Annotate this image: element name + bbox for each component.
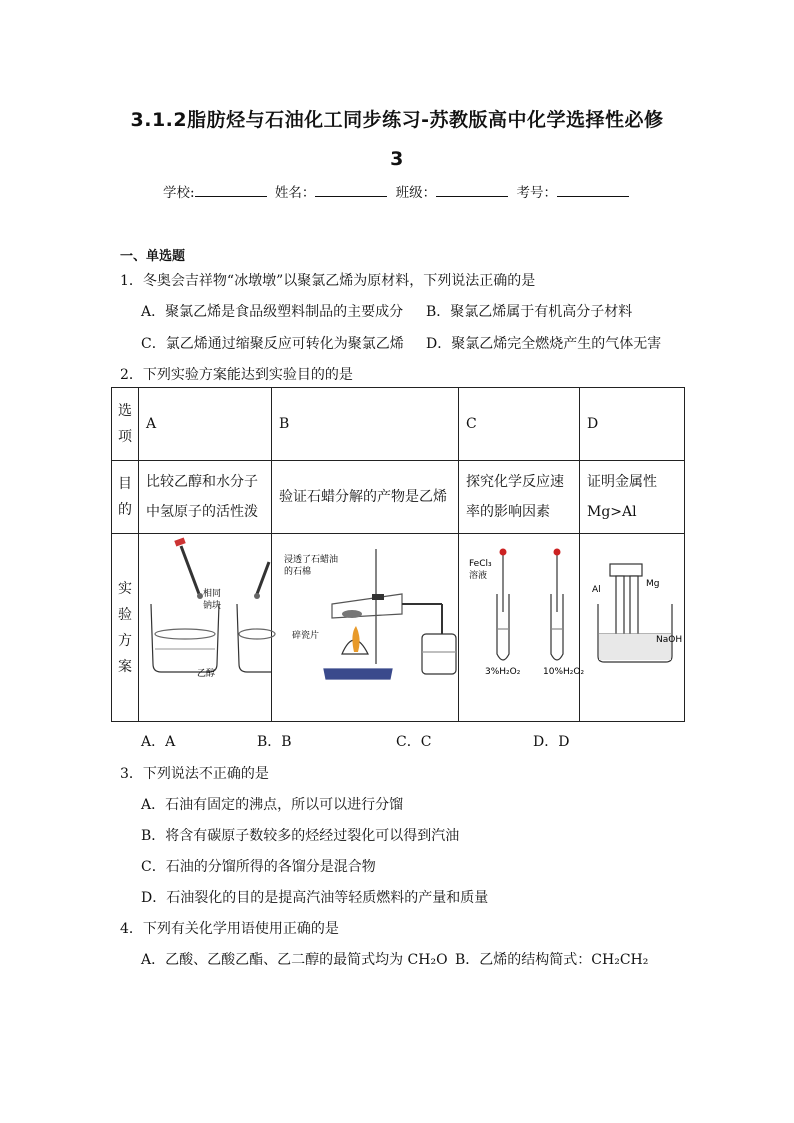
fig-a-label-ethanol: 乙醇 bbox=[197, 669, 216, 679]
purpose-b: 验证石蜡分解的产物是乙烯 bbox=[272, 461, 459, 534]
fig-a-label-same: 相同 bbox=[203, 589, 222, 599]
q4-option-a: A．乙酸、乙酸乙酯、乙二醇的最简式均为 CH₂O bbox=[141, 952, 448, 968]
purpose-d-line2: Mg>Al bbox=[587, 504, 637, 520]
q2-stem: 2．下列实验方案能达到实验目的的是 bbox=[120, 367, 353, 383]
figure-b-paraffin-cracking bbox=[272, 534, 459, 722]
purpose-d bbox=[580, 461, 685, 534]
figure-d-al-mg-cell bbox=[580, 534, 685, 722]
q1-option-c: C．氯乙烯通过缩聚反应可转化为聚氯乙烯 bbox=[141, 336, 404, 352]
purpose-c: 探究化学反应速率的影响因素 bbox=[459, 461, 580, 534]
q4-option-b: B．乙烯的结构简式：CH₂CH₂ bbox=[455, 952, 649, 968]
row-label-purpose: 目 的 bbox=[112, 461, 139, 534]
q2-option-a: A．A bbox=[141, 734, 176, 750]
figure-a-sodium-beakers bbox=[139, 534, 272, 722]
fig-d-label-al: Al bbox=[592, 585, 601, 595]
school-blank[interactable] bbox=[195, 184, 267, 197]
figure-c-h2o2-tubes bbox=[459, 534, 585, 722]
q3-option-a: A．石油有固定的沸点，所以可以进行分馏 bbox=[141, 797, 404, 813]
q3-option-c: C．石油的分馏所得的各馏分是混合物 bbox=[141, 859, 376, 875]
q2-option-b: B．B bbox=[257, 734, 292, 750]
q4-stem: 4．下列有关化学用语使用正确的是 bbox=[120, 921, 339, 937]
fig-c-label-solution: 溶液 bbox=[469, 571, 488, 581]
page-title-continued: 3 bbox=[390, 148, 404, 170]
q2-table bbox=[111, 387, 685, 722]
section-heading: 一、单选题 bbox=[120, 249, 186, 264]
q3-option-d: D．石油裂化的目的是提高汽油等轻质燃料的产量和质量 bbox=[141, 890, 489, 906]
header-b: B bbox=[272, 388, 459, 461]
fig-d-label-naoh: NaOH bbox=[656, 635, 683, 645]
q1-stem: 1．冬奥会吉祥物“冰墩墩”以聚氯乙烯为原材料，下列说法正确的是 bbox=[120, 273, 536, 289]
fig-c-label-fecl3: FeCl₃ bbox=[469, 559, 492, 569]
q1-option-b: B．聚氯乙烯属于有机高分子材料 bbox=[426, 304, 633, 320]
row-label-option: 选 项 bbox=[112, 388, 139, 461]
student-info-line bbox=[163, 181, 633, 201]
fig-c-label-3pct: 3%H₂O₂ bbox=[485, 667, 521, 677]
fig-b-label-paraffin: 浸透了石蜡油 bbox=[284, 555, 339, 565]
purpose-a: 比较乙醇和水分子中氢原子的活性泼 bbox=[139, 461, 272, 534]
name-label: 姓名： bbox=[274, 185, 316, 201]
fig-a-label-sodium: 钠块 bbox=[203, 601, 222, 611]
purpose-d-line1: 证明金属性 bbox=[587, 474, 657, 490]
row-label-scheme: 实 验 方 案 bbox=[112, 534, 139, 722]
q3-stem: 3．下列说法不正确的是 bbox=[120, 766, 269, 782]
q1-option-a: A．聚氯乙烯是食品级塑料制品的主要成分 bbox=[141, 304, 404, 320]
fig-b-label-porcelain: 碎瓷片 bbox=[292, 631, 320, 641]
fig-b-label-asbestos: 的石棉 bbox=[284, 567, 312, 577]
exam-no-blank[interactable] bbox=[557, 184, 629, 197]
school-label: 学校: bbox=[163, 185, 195, 201]
page-title: 3.1.2脂肪烃与石油化工同步练习-苏教版高中化学选择性必修 bbox=[130, 109, 664, 131]
fig-d-label-mg: Mg bbox=[646, 579, 660, 589]
fig-c-label-10pct: 10%H₂O₂ bbox=[543, 667, 585, 677]
header-c: C bbox=[459, 388, 580, 461]
q2-option-d: D．D bbox=[533, 734, 570, 750]
header-a: A bbox=[139, 388, 272, 461]
q3-option-b: B．将含有碳原子数较多的烃经过裂化可以得到汽油 bbox=[141, 828, 460, 844]
q2-option-c: C．C bbox=[396, 734, 432, 750]
class-label: 班级： bbox=[395, 185, 437, 201]
q1-option-d: D．聚氯乙烯完全燃烧产生的气体无害 bbox=[426, 336, 662, 352]
class-blank[interactable] bbox=[436, 184, 508, 197]
exam-no-label: 考号： bbox=[516, 185, 557, 201]
name-blank[interactable] bbox=[315, 184, 387, 197]
header-d: D bbox=[580, 388, 685, 461]
